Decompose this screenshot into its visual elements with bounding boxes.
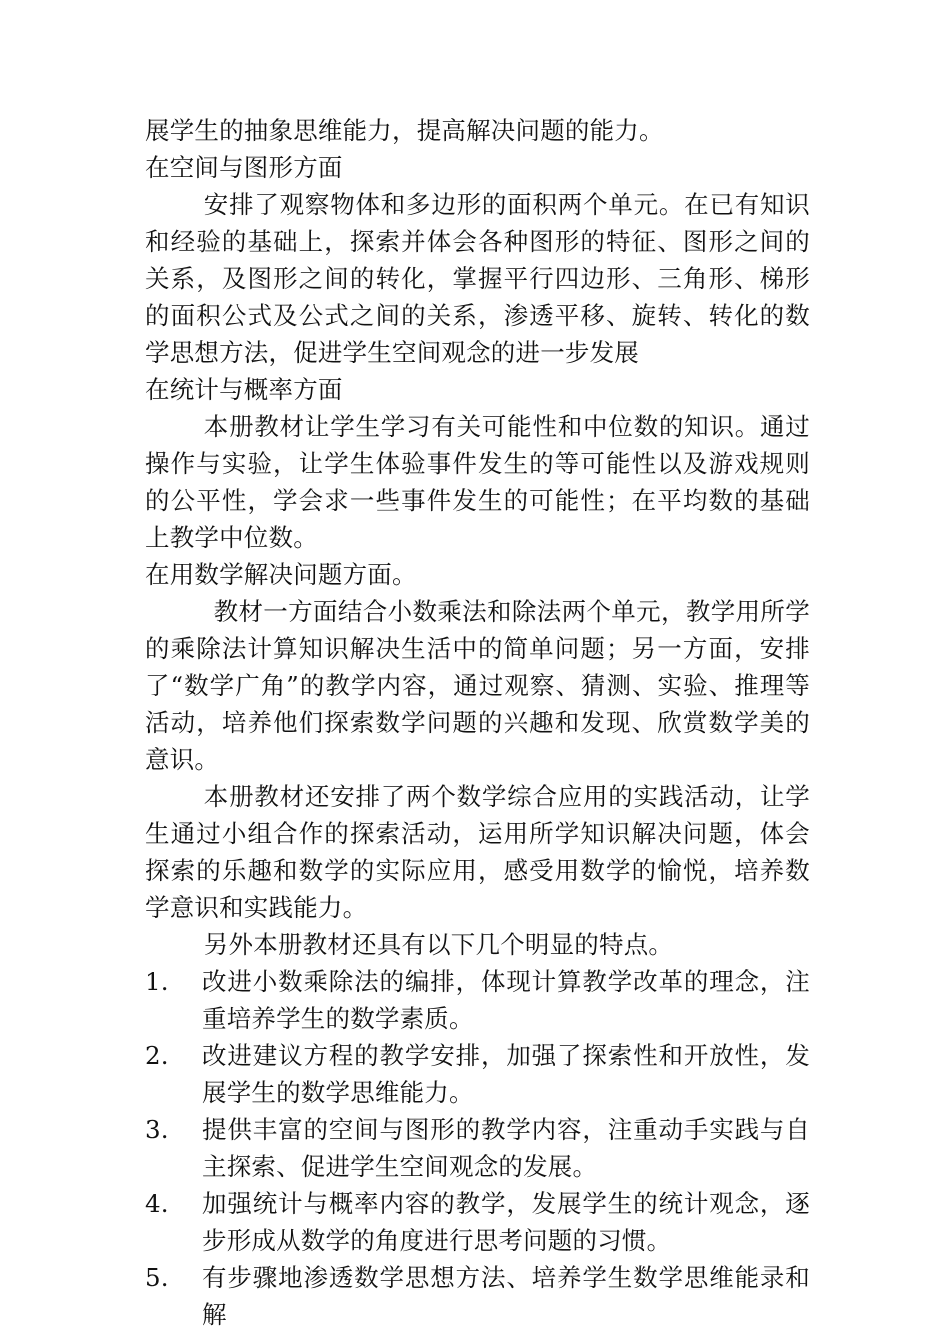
list-item-number: 5. — [145, 1263, 169, 1292]
list-item-text: 改进建议方程的教学安排，加强了探索性和开放性，发展学生的数学思维能力。 — [202, 1041, 810, 1107]
paragraph-space-and-shape: 安排了观察物体和多边形的面积两个单元。在已有知识和经验的基础上，探索并体会各种图形的特征、图形之间的关系，及图形之间的转化，掌握平行四边形、三角形、梯形的面积公式及公式之间的关系，渗透平移、旋转、转化的数学思想方法，促进学生空间观念的进一步发展 — [145, 190, 810, 367]
list-item-text: 加强统计与概率内容的教学，发展学生的统计观念，逐步形成从数学的角度进行思考问题的习惯。 — [202, 1189, 810, 1255]
list-item — [145, 1259, 810, 1333]
list-item-number: 1. — [145, 967, 169, 996]
paragraph-problem-solving: 教材一方面结合小数乘法和除法两个单元，教学用所学的乘除法计算知识解决生活中的简单问题；另一方面，安排了“数学广角”的教学内容，通过观察、猜测、实验、推理等活动，培养他们探索数学问题的兴趣和发现、欣赏数学美的意识。 — [145, 597, 810, 774]
paragraph-practice-activities: 本册教材还安排了两个数学综合应用的实践活动，让学生通过小组合作的探索活动，运用所学知识解决问题，体会探索的乐趣和数学的实际应用，感受用数学的愉悦，培养数学意识和实践能力。 — [145, 782, 810, 922]
section-heading-problem-solving: 在用数学解决问题方面。 — [145, 560, 417, 589]
list-item-text: 提供丰富的空间与图形的教学内容，注重动手实践与自主探索、促进学生空间观念的发展。 — [202, 1115, 810, 1181]
paragraph-statistics-probability: 本册教材让学生学习有关可能性和中位数的知识。通过操作与实验，让学生体验事件发生的等可能性以及游戏规则的公平性，学会求一些事件发生的可能性；在平均数的基础上教学中位数。 — [145, 412, 810, 552]
list-item — [145, 1111, 810, 1185]
section-heading-space-and-shape: 在空间与图形方面 — [145, 153, 343, 182]
list-item-text: 改进小数乘除法的编排，体现计算教学改革的理念，注重培养学生的数学素质。 — [202, 967, 810, 1033]
paragraph-features-intro: 另外本册教材还具有以下几个明显的特点。 — [203, 930, 674, 959]
list-item-number: 3. — [145, 1115, 169, 1144]
list-item-number: 4. — [145, 1189, 169, 1218]
section-heading-statistics-probability: 在统计与概率方面 — [145, 375, 343, 404]
list-item-text: 有步骤地渗透数学思想方法、培养学生数学思维能录和解 — [202, 1263, 810, 1329]
list-item — [145, 1185, 810, 1259]
list-item — [145, 963, 810, 1037]
list-item-number: 2. — [145, 1041, 169, 1070]
paragraph-continuation: 展学生的抽象思维能力，提高解决问题的能力。 — [145, 116, 664, 145]
list-item — [145, 1037, 810, 1111]
features-list — [145, 963, 810, 1333]
document-body — [145, 112, 810, 1333]
